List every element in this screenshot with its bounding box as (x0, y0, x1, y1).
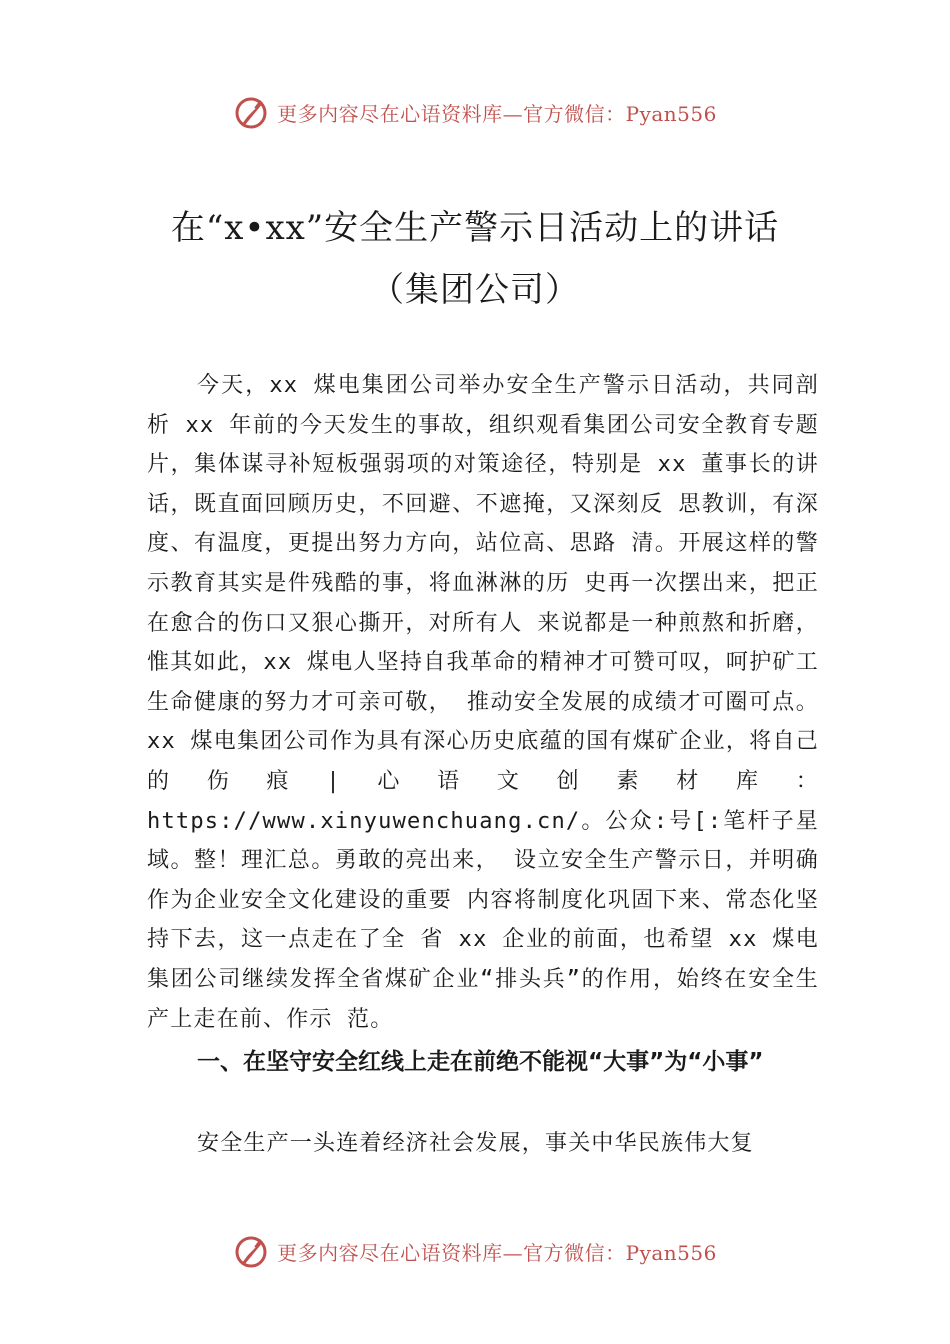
footer-watermark-banner (0, 1233, 950, 1269)
body-paragraph-1: 今天，xx 煤电集团公司举办安全生产警示日活动，共同剖析 xx 年前的今天发生的事故，组织观看集团公司安全教育专题片，集体谋寻补短板强弱项的对策途径，特别是 xx 董事长的讲话，既直面回顾历史，不回避、不遮掩，又深刻反 思教训，有深度、有温度，更提出努力方向，站位高、思路 清。开展这样的警示教育其实是件残酷的事，将血淋淋的历 史再一次摆出来，把正在愈合的伤口又狠心撕开，对所有人 来说都是一种煎熬和折磨，惟其如此，xx 煤电人坚持自我革命的精神才可赞可叹，呵护矿工生命健康的努力才可亲可敬， 推动安全发展的成绩才可圈可点。xx 煤电集团公司作为具有深心历史底蕴的国有煤矿企业，将自己的伤痕|心语文创素材库：https://www.xinyuwenchuang.cn/。公众:号[:笔杆子星域。整！理汇总。勇敢的亮出来， 设立安全生产警示日，并明确作为企业安全文化建设的重要 内容将制度化巩固下来、常态化坚持下去，这一点走在了全 省 xx 企业的前面，也希望 xx 煤电集团公司继续发挥全省煤矿企业“排头兵”的作用，始终在安全生产上走在前、作示 范。 (147, 373, 819, 1032)
banner-text: 更多内容尽在心语资料库—官方微信：Pyan556 (277, 1240, 717, 1265)
banner-text: 更多内容尽在心语资料库—官方微信：Pyan556 (277, 101, 717, 126)
header-watermark-banner (0, 94, 950, 130)
document-title: 在“x•xx”安全生产警示日活动上的讲话 (170, 208, 780, 248)
quill-logo-icon (233, 1233, 269, 1269)
document-subtitle: （集团公司） (370, 270, 580, 310)
section-heading-1: 一、在坚守安全红线上走在前绝不能视“大事”为“小事” (197, 1049, 764, 1075)
quill-logo-icon (233, 94, 269, 130)
body-paragraph-2: 安全生产一头连着经济社会发展，事关中华民族伟大复 (197, 1131, 754, 1156)
